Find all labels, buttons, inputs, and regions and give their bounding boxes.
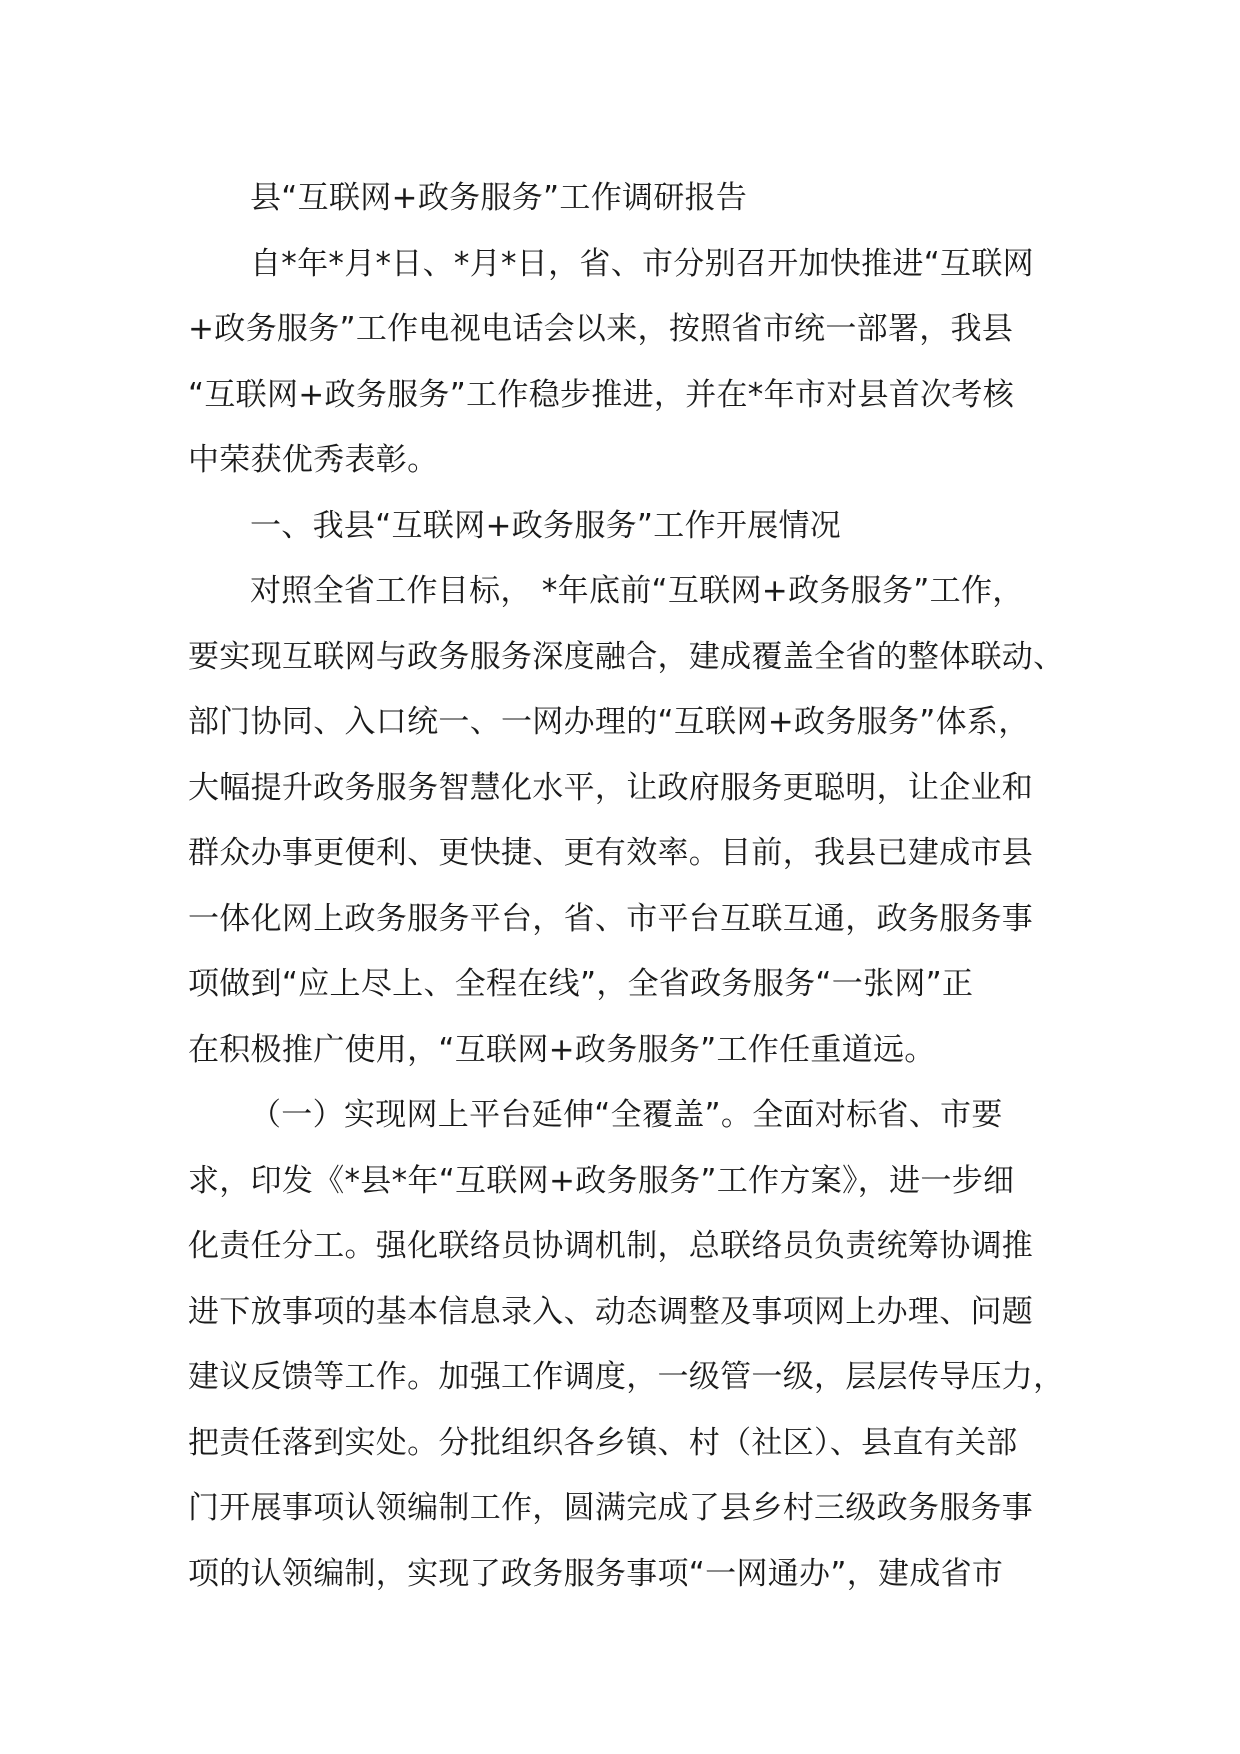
- paragraph-2-line-7: 项做到“应上尽上、全程在线”，全省政务服务“一张网”正: [188, 966, 974, 1002]
- paragraph-2-line-8: 在积极推广使用，“互联网+政务服务”工作任重道远。: [188, 1031, 936, 1068]
- paragraph-2-line-3: 部门协同、入口统一、一网办理的“互联网+政务服务”体系，: [188, 704, 1030, 740]
- paragraph-3-line-3: 化责任分工。强化联络员协调机制，总联络员负责统筹协调推: [188, 1228, 1034, 1264]
- paragraph-2-line-2: 要实现互联网与政务服务深度融合，建成覆盖全省的整体联动、: [188, 638, 1065, 675]
- paragraph-3-line-4: 进下放事项的基本信息录入、动态调整及事项网上办理、问题: [188, 1293, 1034, 1330]
- paragraph-2-line-6: 一体化网上政务服务平台，省、市平台互联互通，政务服务事: [188, 900, 1034, 937]
- paragraph-2-line-1: 对照全省工作目标， *年底前“互联网+政务服务”工作，: [250, 573, 1024, 609]
- document-body: [188, 166, 1088, 1607]
- section-heading-1: 一、我县“互联网+政务服务”工作开展情况: [250, 507, 842, 544]
- paragraph-1-line-2: +政务服务”工作电视电话会以来，按照省市统一部署，我县: [188, 311, 1014, 347]
- paragraph-1-line-4: 中荣获优秀表彰。: [188, 442, 439, 478]
- paragraph-3-line-1: （一）实现网上平台延伸“全覆盖”。全面对标省、市要: [250, 1097, 1003, 1133]
- paragraph-3-line-2: 求，印发《*县*年“互联网+政务服务”工作方案》，进一步细: [188, 1162, 1015, 1199]
- paragraph-3-line-7: 门开展事项认领编制工作，圆满完成了县乡村三级政务服务事: [188, 1490, 1034, 1526]
- paragraph-1-line-1: 自*年*月*日、*月*日，省、市分别召开加快推进“互联网: [250, 245, 1034, 282]
- paragraph-3-line-8: 项的认领编制，实现了政务服务事项“一网通办”，建成省市: [188, 1555, 1004, 1592]
- paragraph-2-line-4: 大幅提升政务服务智慧化水平，让政府服务更聪明，让企业和: [188, 769, 1034, 806]
- paragraph-3-line-5: 建议反馈等工作。加强工作调度，一级管一级，层层传导压力，: [188, 1359, 1065, 1395]
- document-title: 县“互联网+政务服务”工作调研报告: [250, 180, 748, 216]
- paragraph-3-line-6: 把责任落到实处。分批组织各乡镇、村（社区）、县直有关部: [188, 1424, 1018, 1461]
- paragraph-1-line-3: “互联网+政务服务”工作稳步推进，并在*年市对县首次考核: [188, 376, 1014, 413]
- paragraph-2-line-5: 群众办事更便利、更快捷、更有效率。目前，我县已建成市县: [188, 835, 1034, 871]
